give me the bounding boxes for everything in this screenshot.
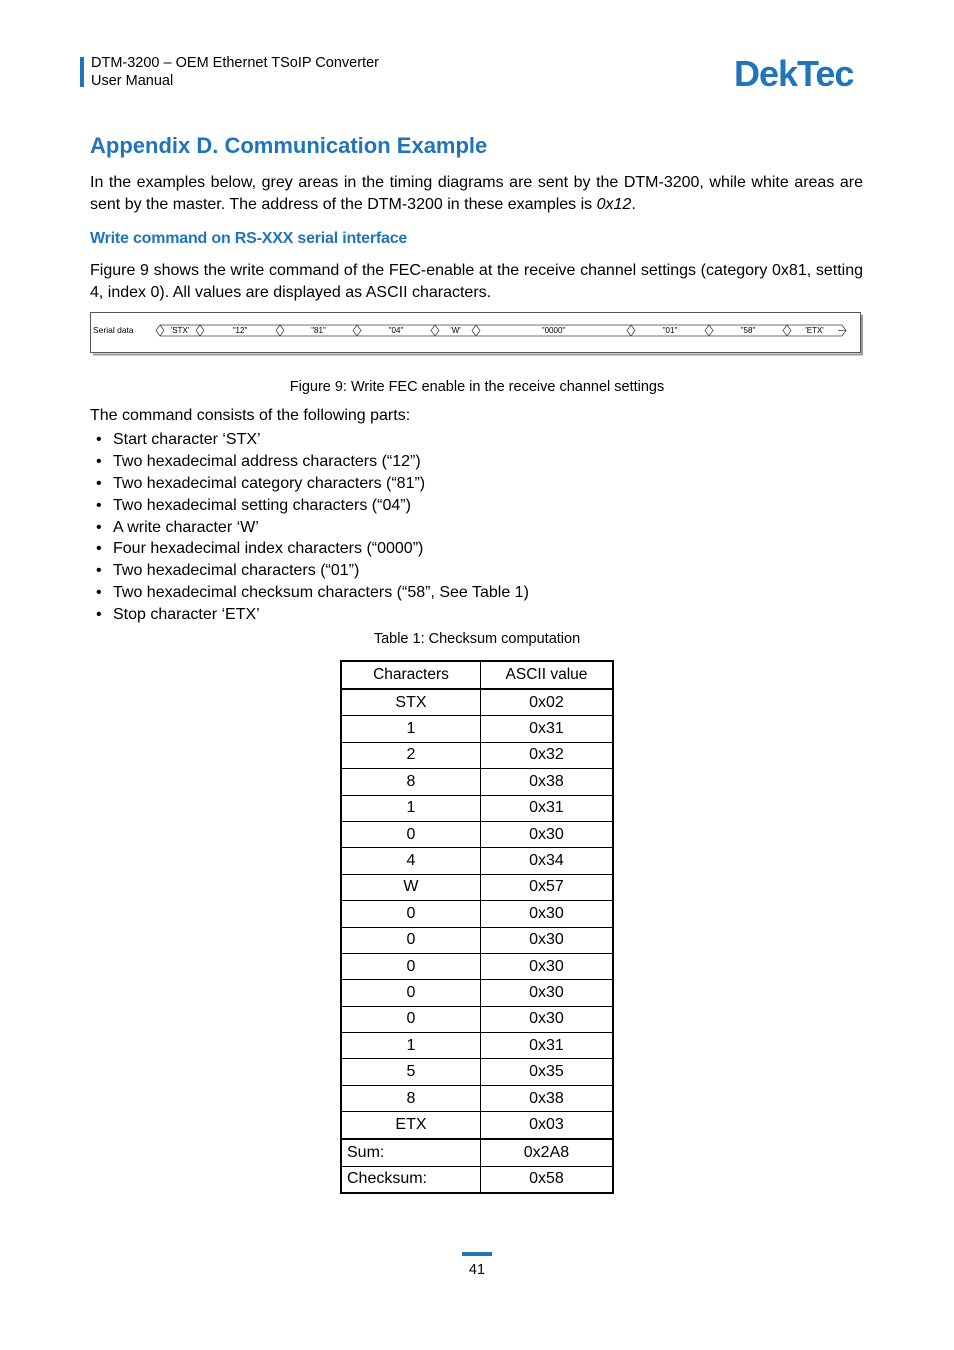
ascii-value-cell: 0x30 bbox=[480, 901, 613, 927]
ascii-value-cell: 0x35 bbox=[480, 1059, 613, 1085]
checksum-label: Checksum: bbox=[341, 1166, 480, 1193]
dektec-logo bbox=[734, 55, 864, 91]
ascii-value-cell: 0x31 bbox=[480, 716, 613, 742]
character-cell: 1 bbox=[341, 716, 480, 742]
table-row bbox=[341, 980, 613, 1006]
table-row bbox=[341, 848, 613, 874]
intro-text: In the examples below, grey areas in the timing diagrams are sent by the DTM-3200, while white areas are sent by the master. The address of the DTM-3200 in these examples is bbox=[90, 174, 863, 213]
timing-field-label: "12" bbox=[232, 326, 248, 335]
character-cell: W bbox=[341, 874, 480, 900]
table-caption: Table 1: Checksum computation bbox=[373, 631, 581, 647]
intro-address: 0x12 bbox=[596, 195, 632, 213]
page-number: 41 bbox=[468, 1262, 486, 1278]
checksum-value: 0x58 bbox=[480, 1166, 613, 1193]
timing-field-label: "0000" bbox=[541, 326, 566, 335]
checksum-row bbox=[341, 1166, 613, 1193]
character-cell: 0 bbox=[341, 927, 480, 953]
ascii-value-cell: 0x30 bbox=[480, 1006, 613, 1032]
ascii-value-cell: 0x02 bbox=[480, 689, 613, 716]
parts-list bbox=[90, 429, 529, 626]
character-cell: 1 bbox=[341, 795, 480, 821]
ascii-value-cell: 0x30 bbox=[480, 821, 613, 847]
timing-field-label: "04" bbox=[388, 326, 404, 335]
list-item: • Two hexadecimal setting characters (“04”) bbox=[90, 495, 529, 517]
table-row bbox=[341, 874, 613, 900]
character-cell: 2 bbox=[341, 742, 480, 768]
table-row bbox=[341, 1112, 613, 1139]
ascii-value-cell: 0x32 bbox=[480, 742, 613, 768]
table-row bbox=[341, 689, 613, 716]
intro-paragraph bbox=[90, 172, 863, 215]
header-accent-bar bbox=[80, 57, 84, 87]
timing-field-label: 'STX' bbox=[170, 326, 190, 335]
table-row bbox=[341, 1006, 613, 1032]
ascii-value-cell: 0x03 bbox=[480, 1112, 613, 1139]
timing-field-label: "01" bbox=[662, 326, 678, 335]
table-row bbox=[341, 927, 613, 953]
character-cell: 1 bbox=[341, 1033, 480, 1059]
ascii-value-cell: 0x38 bbox=[480, 769, 613, 795]
list-item: • Four hexadecimal index characters (“0000”) bbox=[90, 538, 529, 560]
sum-row bbox=[341, 1139, 613, 1167]
list-item: • Two hexadecimal characters (“01”) bbox=[90, 560, 529, 582]
ascii-value-cell: 0x34 bbox=[480, 848, 613, 874]
character-cell: 0 bbox=[341, 1006, 480, 1032]
page-title: Appendix D. Communication Example bbox=[90, 133, 488, 158]
column-header-characters: Characters bbox=[341, 661, 480, 689]
timing-field-label: "81" bbox=[311, 326, 326, 335]
list-item: • Stop character ‘ETX’ bbox=[90, 604, 529, 626]
ascii-value-cell: 0x30 bbox=[480, 927, 613, 953]
timing-signal-label: Serial data bbox=[93, 325, 134, 335]
table-row bbox=[341, 1085, 613, 1111]
table-body bbox=[341, 689, 613, 1139]
character-cell: 0 bbox=[341, 953, 480, 979]
table-row bbox=[341, 716, 613, 742]
table-row bbox=[341, 795, 613, 821]
sum-label: Sum: bbox=[341, 1139, 480, 1167]
table-row bbox=[341, 821, 613, 847]
character-cell: 8 bbox=[341, 769, 480, 795]
table-row bbox=[341, 742, 613, 768]
column-header-ascii: ASCII value bbox=[480, 661, 613, 689]
table-row bbox=[341, 1059, 613, 1085]
figure-caption: Figure 9: Write FEC enable in the receive channel settings bbox=[289, 379, 665, 395]
ascii-value-cell: 0x31 bbox=[480, 795, 613, 821]
ascii-value-cell: 0x30 bbox=[480, 980, 613, 1006]
ascii-value-cell: 0x31 bbox=[480, 1033, 613, 1059]
table-row bbox=[341, 769, 613, 795]
ascii-value-cell: 0x38 bbox=[480, 1085, 613, 1111]
sum-value: 0x2A8 bbox=[480, 1139, 613, 1167]
table-header-row bbox=[341, 661, 613, 689]
ascii-value-cell: 0x57 bbox=[480, 874, 613, 900]
header-manual-line: User Manual bbox=[91, 73, 174, 89]
figure-paragraph: Figure 9 shows the write command of the FEC-enable at the receive channel settings (category 0x81, setting 4, index 0). All values are displayed as ASCII characters. bbox=[90, 262, 863, 301]
character-cell: 0 bbox=[341, 821, 480, 847]
timing-field-label: 'W' bbox=[450, 326, 461, 335]
checksum-table bbox=[340, 660, 614, 1194]
document-header bbox=[91, 54, 379, 90]
intro-end: . bbox=[631, 195, 636, 213]
table-row bbox=[341, 1033, 613, 1059]
list-item: • Two hexadecimal checksum characters (“58”, See Table 1) bbox=[90, 582, 529, 604]
footer-accent-bar bbox=[462, 1252, 492, 1256]
parts-intro: The command consists of the following parts: bbox=[90, 407, 411, 424]
character-cell: 4 bbox=[341, 848, 480, 874]
timing-field-label: 'ETX' bbox=[805, 326, 824, 335]
logo-text: DekTec bbox=[734, 55, 854, 91]
timing-field-label: "58" bbox=[740, 326, 756, 335]
character-cell: 8 bbox=[341, 1085, 480, 1111]
table-row bbox=[341, 953, 613, 979]
character-cell: ETX bbox=[341, 1112, 480, 1139]
section-subheading: Write command on RS-XXX serial interface bbox=[90, 230, 408, 247]
list-item: • A write character ‘W’ bbox=[90, 517, 529, 539]
table-row bbox=[341, 901, 613, 927]
character-cell: 0 bbox=[341, 980, 480, 1006]
list-item: • Start character ‘STX’ bbox=[90, 429, 529, 451]
header-product-line: DTM-3200 – OEM Ethernet TSoIP Converter bbox=[91, 55, 379, 71]
timing-diagram bbox=[90, 312, 863, 356]
ascii-value-cell: 0x30 bbox=[480, 953, 613, 979]
character-cell: 0 bbox=[341, 901, 480, 927]
character-cell: 5 bbox=[341, 1059, 480, 1085]
character-cell: STX bbox=[341, 689, 480, 716]
list-item: • Two hexadecimal category characters (“81”) bbox=[90, 473, 529, 495]
list-item: • Two hexadecimal address characters (“12”) bbox=[90, 451, 529, 473]
